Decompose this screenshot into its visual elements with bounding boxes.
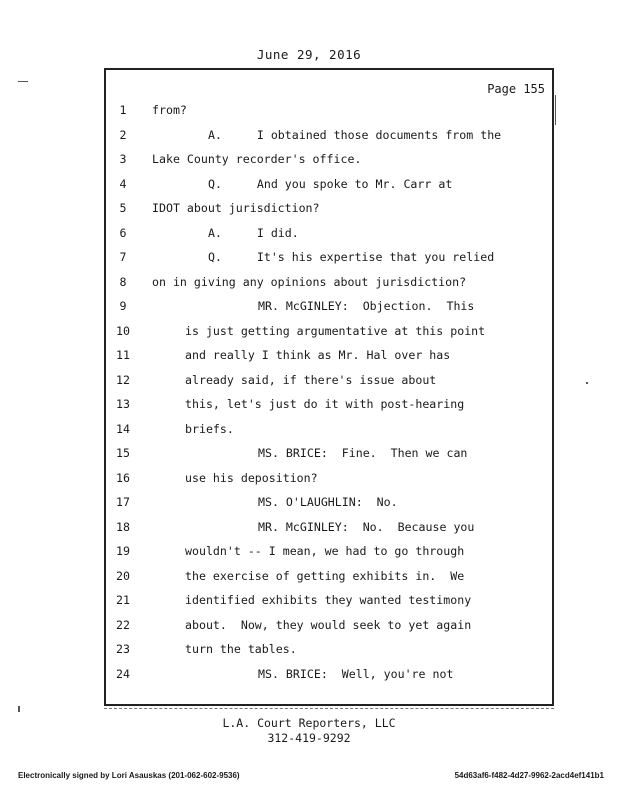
- line-text: from?: [152, 103, 187, 117]
- line-number: 23: [116, 642, 130, 656]
- line-text: this, let's just do it with post-hearing: [185, 397, 465, 411]
- line-number: 6: [119, 225, 127, 240]
- transcript-line: [108, 346, 548, 364]
- line-text: IDOT about jurisdiction?: [152, 201, 320, 215]
- transcript-line: [108, 444, 548, 462]
- header-date: June 29, 2016: [256, 47, 362, 62]
- page-number: Page 155: [487, 82, 545, 96]
- scan-speck: [18, 706, 20, 712]
- transcript-line: [108, 224, 548, 242]
- line-text: on in giving any opinions about jurisdiction?: [152, 274, 467, 289]
- footer-phone: 312-419-9292: [267, 731, 351, 745]
- line-number: 7: [119, 250, 127, 264]
- line-text: MS. BRICE: Well, you're not: [258, 666, 454, 681]
- line-text: wouldn't -- I mean, we had to go through: [185, 544, 465, 558]
- line-number: 9: [119, 299, 127, 313]
- line-text: already said, if there's issue about: [185, 372, 437, 387]
- transcript-line: [108, 101, 548, 119]
- line-text: is just getting argumentative at this point: [185, 323, 486, 338]
- transcript-line: [108, 371, 548, 389]
- transcript-line: [108, 591, 548, 609]
- transcript-line: [108, 616, 548, 634]
- line-number: 5: [119, 201, 127, 215]
- line-number: 11: [116, 348, 130, 362]
- transcript-line: [108, 420, 548, 438]
- transcript-line: [108, 248, 548, 266]
- line-number: 12: [116, 372, 130, 387]
- line-text: Q. It's his expertise that you relied: [208, 250, 495, 264]
- line-number: 22: [116, 617, 130, 632]
- line-number: 16: [116, 470, 130, 485]
- transcript-line: [108, 175, 548, 193]
- line-text: Q. And you spoke to Mr. Carr at: [208, 176, 453, 191]
- line-number: 15: [116, 446, 130, 460]
- line-text: Lake County recorder's office.: [152, 152, 362, 166]
- transcript-line: [108, 567, 548, 585]
- transcript-line: [108, 150, 548, 168]
- line-number: 2: [119, 127, 127, 142]
- line-text: briefs.: [185, 421, 234, 436]
- transcript-line: [108, 395, 548, 413]
- scan-speck: [18, 81, 28, 82]
- scan-speck: [586, 382, 588, 384]
- line-text: turn the tables.: [185, 642, 297, 656]
- line-number: 8: [119, 274, 127, 289]
- line-text: about. Now, they would seek to yet again: [185, 617, 472, 632]
- line-text: use his deposition?: [185, 470, 318, 485]
- transcript-line: [108, 322, 548, 340]
- transcript-line: [108, 469, 548, 487]
- transcript-line: [108, 273, 548, 291]
- line-text: MS. BRICE: Fine. Then we can: [258, 446, 468, 460]
- line-number: 14: [116, 421, 130, 436]
- line-text: MS. O'LAUGHLIN: No.: [258, 495, 398, 509]
- line-number: 13: [116, 397, 130, 411]
- footer-firm-name: L.A. Court Reporters, LLC: [222, 716, 396, 730]
- line-number: 3: [119, 152, 127, 166]
- page-frame-shadow: [104, 708, 554, 709]
- line-number: 10: [116, 323, 130, 338]
- line-number: 4: [119, 176, 127, 191]
- transcript-line: [108, 493, 548, 511]
- transcript-line: [108, 297, 548, 315]
- line-text: MR. McGINLEY: No. Because you: [258, 519, 475, 534]
- line-number: 24: [116, 666, 130, 681]
- line-text: and really I think as Mr. Hal over has: [185, 348, 451, 362]
- line-number: 17: [116, 495, 130, 509]
- electronic-signature-note: Electronically signed by Lori Asauskas (201-062-602-9536): [18, 771, 240, 780]
- line-number: 21: [116, 593, 130, 607]
- scan-speck: [555, 95, 556, 125]
- transcript-line: [108, 665, 548, 683]
- transcript-line: [108, 126, 548, 144]
- line-number: 1: [119, 103, 127, 117]
- transcript-line: [108, 640, 548, 658]
- line-number: 18: [116, 519, 130, 534]
- transcript-line: [108, 199, 548, 217]
- line-number: 20: [116, 568, 130, 583]
- document-hash: 54d63af6-f482-4d27-9962-2acd4ef141b1: [454, 771, 604, 780]
- line-text: A. I did.: [208, 225, 299, 240]
- line-text: the exercise of getting exhibits in. We: [185, 568, 465, 583]
- line-text: MR. McGINLEY: Objection. This: [258, 299, 475, 313]
- line-number: 19: [116, 544, 130, 558]
- line-text: identified exhibits they wanted testimony: [185, 593, 472, 607]
- transcript-line: [108, 542, 548, 560]
- line-text: A. I obtained those documents from the: [208, 127, 502, 142]
- transcript-line: [108, 518, 548, 536]
